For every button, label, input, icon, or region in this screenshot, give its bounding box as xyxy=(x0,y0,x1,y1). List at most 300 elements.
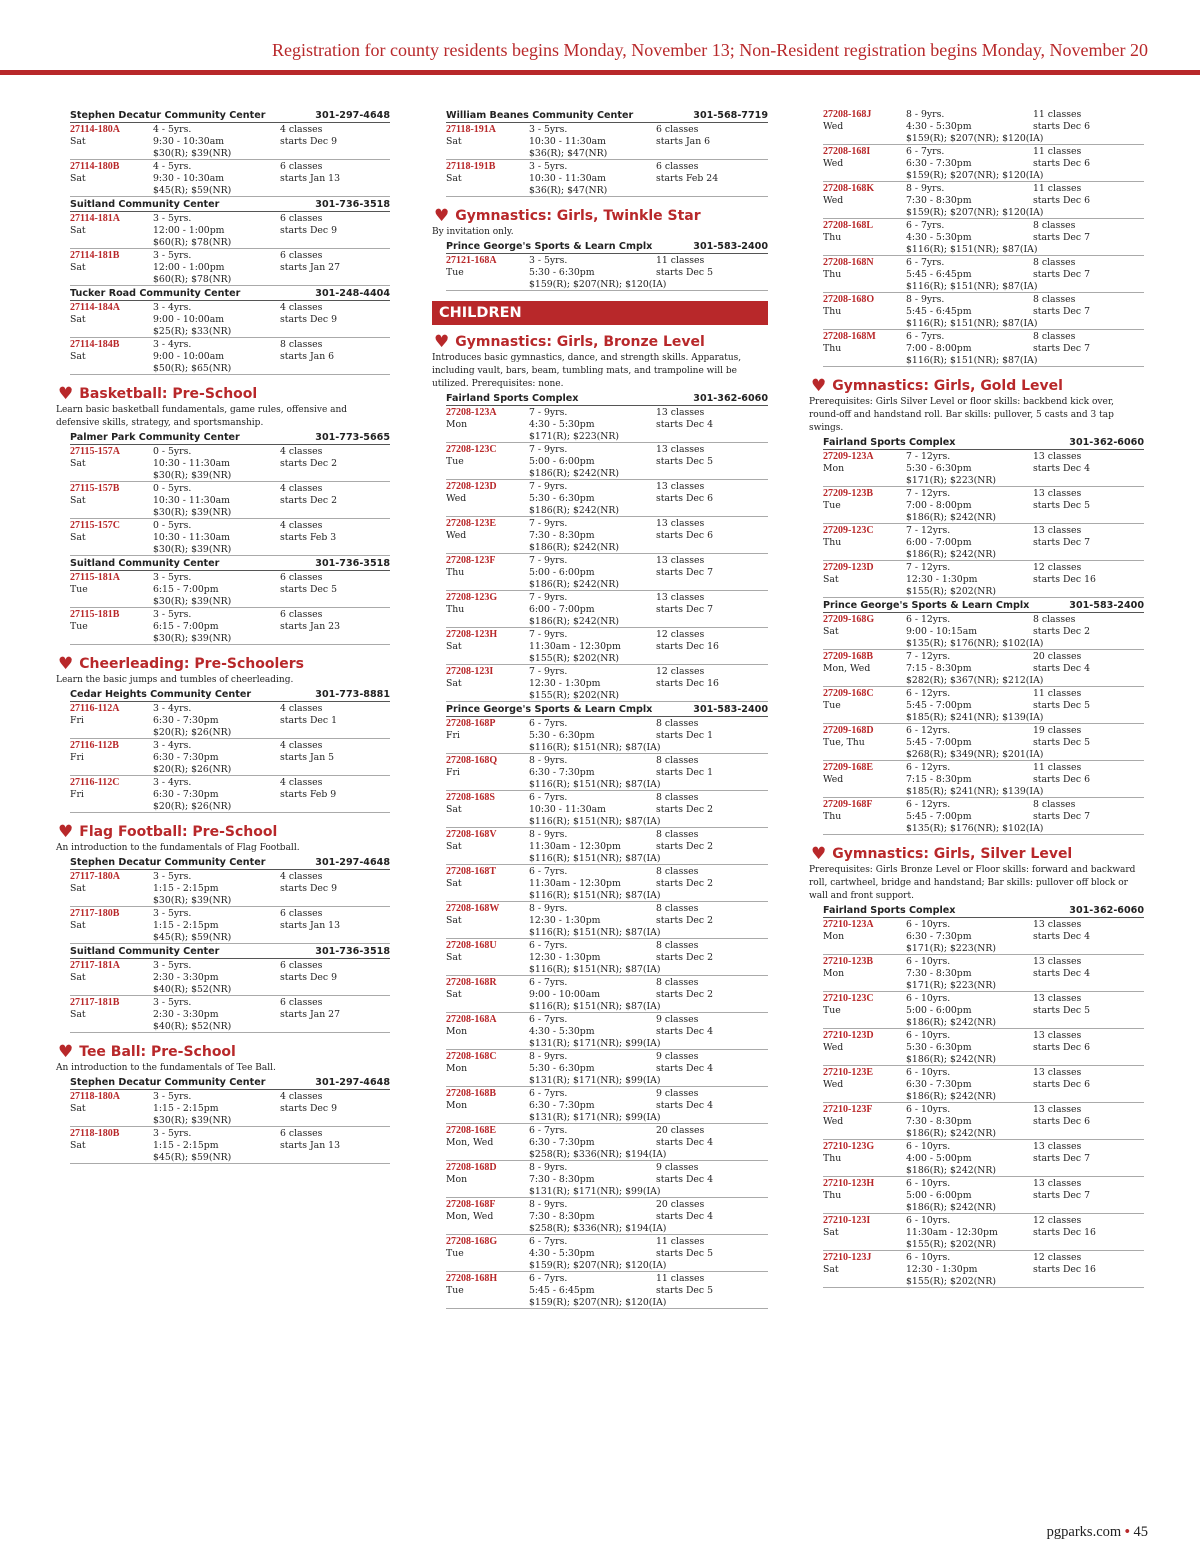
class-day: Sat xyxy=(70,1140,86,1151)
class-day: Thu xyxy=(823,811,842,822)
class-day: Thu xyxy=(823,537,842,548)
class-row xyxy=(70,212,390,249)
age-range: 6 - 7yrs. xyxy=(906,146,945,157)
section-title xyxy=(56,655,390,673)
class-count: 6 classes xyxy=(280,250,323,261)
class-day: Wed xyxy=(446,493,467,504)
class-count: 4 classes xyxy=(280,520,323,531)
course-cell xyxy=(823,1104,906,1137)
location-phone: 301-773-8881 xyxy=(315,689,390,700)
course-code[interactable]: 27210-123A xyxy=(823,919,874,930)
course-code[interactable]: 27208-168U xyxy=(446,940,497,951)
course-code[interactable]: 27208-123C xyxy=(446,444,497,455)
class-day: Mon, Wed xyxy=(823,663,871,674)
age-range: 3 - 5yrs. xyxy=(153,908,192,919)
class-time: 12:00 - 1:00pm xyxy=(153,225,225,236)
class-day: Thu xyxy=(823,306,842,317)
class-time: 5:30 - 6:30pm xyxy=(529,1063,595,1074)
section-title-text: Gymnastics: Girls, Silver Level xyxy=(832,846,1073,862)
class-row xyxy=(70,301,390,338)
course-code[interactable]: 27118-180A xyxy=(70,1091,120,1102)
class-fee: $186(R); $242(NR) xyxy=(906,512,997,523)
start-date: starts Dec 5 xyxy=(1033,500,1090,511)
course-cell xyxy=(823,919,906,952)
location-phone: 301-583-2400 xyxy=(693,704,768,715)
course-cell xyxy=(446,755,529,788)
class-day: Fri xyxy=(70,789,84,800)
course-code[interactable]: 27210-123D xyxy=(823,1030,874,1041)
course-code[interactable]: 27210-123F xyxy=(823,1104,873,1115)
class-day: Tue xyxy=(446,1248,464,1259)
class-day: Mon xyxy=(823,463,845,474)
course-code[interactable]: 27117-181A xyxy=(70,960,120,971)
course-code[interactable]: 27208-123I xyxy=(446,666,494,677)
start-date: starts Dec 5 xyxy=(656,1248,713,1259)
class-count: 8 classes xyxy=(656,866,699,877)
start-date: starts Dec 5 xyxy=(1033,737,1090,748)
location-header xyxy=(823,903,1144,918)
class-fee: $30(R); $39(NR) xyxy=(153,633,232,644)
course-cell xyxy=(446,1273,529,1306)
location-phone: 301-583-2400 xyxy=(693,241,768,252)
course-code[interactable]: 27208-168A xyxy=(446,1014,497,1025)
session-cell xyxy=(280,520,390,553)
course-code[interactable]: 27116-112C xyxy=(70,777,120,788)
age-range: 6 - 10yrs. xyxy=(906,956,951,967)
class-fee: $116(R); $151(NR); $87(IA) xyxy=(906,244,1038,255)
age-range: 8 - 9yrs. xyxy=(906,294,945,305)
age-range: 3 - 5yrs. xyxy=(153,250,192,261)
course-code[interactable]: 27114-184A xyxy=(70,302,120,313)
start-date: starts Dec 6 xyxy=(1033,774,1090,785)
course-cell xyxy=(446,592,529,625)
location-phone: 301-583-2400 xyxy=(1069,600,1144,611)
course-cell xyxy=(823,1067,906,1100)
age-range: 7 - 12yrs. xyxy=(906,562,951,573)
course-code[interactable]: 27208-168J xyxy=(823,109,872,120)
class-time: 5:30 - 6:30pm xyxy=(529,493,595,504)
location-header xyxy=(446,108,768,123)
class-count: 8 classes xyxy=(1033,331,1076,342)
class-fee: $186(R); $242(NR) xyxy=(906,1202,997,1213)
course-code[interactable]: 27114-181B xyxy=(70,250,120,261)
session-cell xyxy=(1033,1215,1144,1248)
class-count: 13 classes xyxy=(656,555,705,566)
start-date: starts Jan 23 xyxy=(280,621,340,632)
class-row xyxy=(446,717,768,754)
session-cell xyxy=(656,444,768,477)
class-fee: $186(R); $242(NR) xyxy=(529,505,620,516)
class-day: Sat xyxy=(446,678,462,689)
class-day: Sat xyxy=(446,136,462,147)
class-fee: $186(R); $242(NR) xyxy=(529,616,620,627)
course-code[interactable]: 27208-123F xyxy=(446,555,496,566)
course-code[interactable]: 27209-123D xyxy=(823,562,874,573)
age-range: 6 - 12yrs. xyxy=(906,762,951,773)
class-row xyxy=(446,554,768,591)
course-code[interactable]: 27208-168G xyxy=(446,1236,498,1247)
course-code[interactable]: 27208-123E xyxy=(446,518,496,529)
section-title xyxy=(432,333,768,351)
course-code[interactable]: 27208-168B xyxy=(446,1088,496,1099)
class-day: Sat xyxy=(70,458,86,469)
class-count: 8 classes xyxy=(1033,614,1076,625)
start-date: starts Dec 4 xyxy=(656,1026,713,1037)
course-code[interactable]: 27208-168I xyxy=(823,146,871,157)
location-phone: 301-736-3518 xyxy=(315,558,390,569)
class-fee: $171(R); $223(NR) xyxy=(906,943,997,954)
class-day: Sat xyxy=(823,626,839,637)
course-code[interactable]: 27208-168M xyxy=(823,331,876,342)
class-day: Tue, Thu xyxy=(823,737,865,748)
class-count: 13 classes xyxy=(1033,1030,1082,1041)
section-title xyxy=(56,385,390,403)
session-cell xyxy=(280,871,390,904)
class-fee: $155(R); $202(NR) xyxy=(529,653,620,664)
age-range: 8 - 9yrs. xyxy=(529,755,568,766)
start-date: starts Dec 16 xyxy=(1033,1227,1096,1238)
session-cell xyxy=(1033,257,1144,290)
course-code[interactable]: 27208-168H xyxy=(446,1273,498,1284)
class-row xyxy=(70,608,390,645)
course-cell xyxy=(70,777,153,810)
session-cell xyxy=(1033,1067,1144,1100)
section-description: Learn the basic jumps and tumbles of cheerleading. xyxy=(56,675,294,685)
class-row xyxy=(446,1198,768,1235)
session-cell xyxy=(1033,762,1144,795)
age-range: 4 - 5yrs. xyxy=(153,124,192,135)
class-count: 8 classes xyxy=(1033,799,1076,810)
class-row xyxy=(823,1029,1144,1066)
course-code[interactable]: 27209-123B xyxy=(823,488,873,499)
class-count: 8 classes xyxy=(656,829,699,840)
course-cell xyxy=(70,124,153,157)
course-cell xyxy=(70,446,153,479)
class-fee: $50(R); $65(NR) xyxy=(153,363,232,374)
class-row xyxy=(823,613,1144,650)
class-row xyxy=(823,1177,1144,1214)
class-time: 4:30 - 5:30pm xyxy=(529,419,595,430)
class-row xyxy=(823,487,1144,524)
course-code[interactable]: 27117-181B xyxy=(70,997,120,1008)
start-date: starts Jan 6 xyxy=(280,351,335,362)
class-fee: $155(R); $202(NR) xyxy=(906,1276,997,1287)
course-code[interactable]: 27208-168Q xyxy=(446,755,498,766)
class-fee: $171(R); $223(NR) xyxy=(906,980,997,991)
class-time: 6:30 - 7:30pm xyxy=(529,1100,595,1111)
class-time: 9:00 - 10:00am xyxy=(153,351,225,362)
course-code[interactable]: 27114-180B xyxy=(70,161,120,172)
session-cell xyxy=(656,1199,768,1232)
class-day: Tue xyxy=(446,1285,464,1296)
start-date: starts Dec 9 xyxy=(280,883,337,894)
class-time: 10:30 - 11:30am xyxy=(529,804,606,815)
class-time: 5:30 - 6:30pm xyxy=(906,463,972,474)
age-range: 6 - 7yrs. xyxy=(906,220,945,231)
course-code[interactable]: 27209-168B xyxy=(823,651,873,662)
session-cell xyxy=(280,250,390,283)
session-cell xyxy=(656,1273,768,1306)
class-day: Sat xyxy=(70,532,86,543)
class-row xyxy=(823,687,1144,724)
course-code[interactable]: 27116-112A xyxy=(70,703,120,714)
session-cell xyxy=(1033,614,1144,647)
course-code[interactable]: 27115-157B xyxy=(70,483,120,494)
course-code[interactable]: 27208-168W xyxy=(446,903,500,914)
location-header xyxy=(446,391,768,406)
course-code[interactable]: 27210-123I xyxy=(823,1215,871,1226)
column-right xyxy=(809,108,1144,1298)
class-row xyxy=(823,219,1144,256)
session-cell xyxy=(280,703,390,736)
age-range: 3 - 5yrs. xyxy=(153,871,192,882)
course-code[interactable]: 27210-123B xyxy=(823,956,873,967)
class-row xyxy=(446,902,768,939)
class-fee: $282(R); $367(NR); $212(IA) xyxy=(906,675,1044,686)
course-code[interactable]: 27117-180B xyxy=(70,908,120,919)
class-count: 13 classes xyxy=(1033,1178,1082,1189)
course-code[interactable]: 27115-181B xyxy=(70,609,120,620)
course-cell xyxy=(70,302,153,335)
class-row xyxy=(823,1140,1144,1177)
class-row xyxy=(823,798,1144,835)
course-code[interactable]: 27115-157C xyxy=(70,520,120,531)
course-code[interactable]: 27210-123G xyxy=(823,1141,875,1152)
start-date: starts Dec 2 xyxy=(656,841,713,852)
class-fee: $45(R); $59(NR) xyxy=(153,932,232,943)
class-row xyxy=(446,1087,768,1124)
course-code[interactable]: 27210-123C xyxy=(823,993,874,1004)
class-count: 9 classes xyxy=(656,1051,699,1062)
class-count: 11 classes xyxy=(656,255,705,266)
class-day: Thu xyxy=(823,343,842,354)
course-code[interactable]: 27210-123E xyxy=(823,1067,873,1078)
course-code[interactable]: 27208-168R xyxy=(446,977,497,988)
course-cell xyxy=(446,161,529,194)
course-cell xyxy=(823,614,906,647)
class-count: 8 classes xyxy=(656,792,699,803)
course-cell xyxy=(823,1252,906,1285)
course-code[interactable]: 27208-168E xyxy=(446,1125,496,1136)
location-name: Prince George's Sports & Learn Cmplx xyxy=(823,600,1030,611)
course-code[interactable]: 27114-184B xyxy=(70,339,120,350)
class-count: 19 classes xyxy=(1033,725,1082,736)
location-phone: 301-362-6060 xyxy=(1069,437,1144,448)
course-code[interactable]: 27210-123H xyxy=(823,1178,875,1189)
start-date: starts Dec 7 xyxy=(1033,811,1090,822)
heart-icon: ♥ xyxy=(58,822,74,842)
course-code[interactable]: 27117-180A xyxy=(70,871,120,882)
class-row xyxy=(823,761,1144,798)
course-code[interactable]: 27208-168P xyxy=(446,718,496,729)
course-code[interactable]: 27208-123G xyxy=(446,592,498,603)
start-date: starts Dec 4 xyxy=(656,419,713,430)
course-cell xyxy=(70,997,153,1030)
class-fee: $30(R); $39(NR) xyxy=(153,470,232,481)
course-cell xyxy=(446,255,529,288)
course-code[interactable]: 27209-123A xyxy=(823,451,874,462)
start-date: starts Dec 16 xyxy=(656,678,719,689)
session-cell xyxy=(280,572,390,605)
class-count: 11 classes xyxy=(1033,109,1082,120)
session-cell xyxy=(1033,1141,1144,1174)
course-code[interactable]: 27116-112B xyxy=(70,740,119,751)
course-code[interactable]: 27208-168O xyxy=(823,294,875,305)
age-range: 8 - 9yrs. xyxy=(906,109,945,120)
course-code[interactable]: 27208-168N xyxy=(823,257,874,268)
session-cell xyxy=(656,866,768,899)
course-code[interactable]: 27208-168S xyxy=(446,792,495,803)
location-header xyxy=(70,944,390,959)
course-code[interactable]: 27208-168L xyxy=(823,220,873,231)
course-cell xyxy=(446,792,529,825)
class-time: 7:30 - 8:30pm xyxy=(906,968,972,979)
course-cell xyxy=(446,718,529,751)
course-code[interactable]: 27209-168F xyxy=(823,799,873,810)
class-time: 10:30 - 11:30am xyxy=(153,458,230,469)
course-cell xyxy=(70,960,153,993)
session-cell xyxy=(1033,331,1144,364)
course-cell xyxy=(70,609,153,642)
start-date: starts Dec 7 xyxy=(1033,269,1090,280)
session-cell xyxy=(656,718,768,751)
class-time: 9:00 - 10:00am xyxy=(153,314,225,325)
course-code[interactable]: 27115-157A xyxy=(70,446,120,457)
program-section xyxy=(56,1043,390,1164)
session-cell xyxy=(280,446,390,479)
age-range: 6 - 10yrs. xyxy=(906,1252,951,1263)
course-code[interactable]: 27121-168A xyxy=(446,255,497,266)
class-row xyxy=(823,145,1144,182)
session-cell xyxy=(1033,294,1144,327)
age-range: 3 - 5yrs. xyxy=(529,161,568,172)
class-row xyxy=(823,1214,1144,1251)
course-code[interactable]: 27118-191B xyxy=(446,161,496,172)
course-cell xyxy=(446,481,529,514)
course-code[interactable]: 27208-123H xyxy=(446,629,498,640)
course-code[interactable]: 27118-191A xyxy=(446,124,496,135)
course-cell xyxy=(823,109,906,142)
class-fee: $159(R); $207(NR); $120(IA) xyxy=(906,170,1044,181)
age-range: 6 - 10yrs. xyxy=(906,919,951,930)
heart-icon: ♥ xyxy=(58,384,74,404)
location-header xyxy=(823,598,1144,613)
class-time: 6:30 - 7:30pm xyxy=(529,1137,595,1148)
course-code[interactable]: 27115-181A xyxy=(70,572,120,583)
class-day: Thu xyxy=(446,567,465,578)
class-time: 5:00 - 6:00pm xyxy=(529,567,595,578)
class-count: 12 classes xyxy=(1033,1252,1082,1263)
course-cell xyxy=(823,525,906,558)
class-day: Mon xyxy=(823,931,845,942)
class-time: 9:30 - 10:30am xyxy=(153,173,225,184)
location-phone: 301-362-6060 xyxy=(693,393,768,404)
class-time: 1:15 - 2:15pm xyxy=(153,883,219,894)
class-fee: $185(R); $241(NR); $139(IA) xyxy=(906,712,1044,723)
heart-icon: ♥ xyxy=(811,844,827,864)
class-fee: $30(R); $39(NR) xyxy=(153,544,232,555)
course-cell xyxy=(446,1051,529,1084)
course-code[interactable]: 27208-168K xyxy=(823,183,875,194)
session-cell xyxy=(1033,1030,1144,1063)
class-row xyxy=(823,1066,1144,1103)
course-code[interactable]: 27209-123C xyxy=(823,525,874,536)
course-code[interactable]: 27210-123J xyxy=(823,1252,872,1263)
class-count: 11 classes xyxy=(656,1273,705,1284)
course-code[interactable]: 27208-168F xyxy=(446,1199,496,1210)
class-day: Sat xyxy=(823,574,839,585)
course-code[interactable]: 27208-168T xyxy=(446,866,496,877)
course-code[interactable]: 27208-168V xyxy=(446,829,497,840)
session-cell xyxy=(1033,109,1144,142)
section-title xyxy=(809,845,1144,863)
class-time: 5:45 - 6:45pm xyxy=(906,306,972,317)
class-row xyxy=(70,519,390,556)
page-footer xyxy=(1047,1524,1148,1541)
class-time: 7:15 - 8:30pm xyxy=(906,774,972,785)
class-fee: $159(R); $207(NR); $120(IA) xyxy=(529,1297,667,1308)
course-code[interactable]: 27118-180B xyxy=(70,1128,120,1139)
course-code[interactable]: 27209-168D xyxy=(823,725,874,736)
category-banner: CHILDREN xyxy=(432,301,768,325)
course-code[interactable]: 27208-168D xyxy=(446,1162,497,1173)
class-row xyxy=(446,443,768,480)
class-time: 10:30 - 11:30am xyxy=(529,136,606,147)
section-title-text: Gymnastics: Girls, Bronze Level xyxy=(455,334,705,350)
program-section xyxy=(809,845,1144,1288)
class-time: 4:30 - 5:30pm xyxy=(529,1248,595,1259)
course-code[interactable]: 27209-168C xyxy=(823,688,874,699)
course-code[interactable]: 27208-123D xyxy=(446,481,497,492)
class-day: Wed xyxy=(823,121,844,132)
session-cell xyxy=(656,940,768,973)
course-code[interactable]: 27209-168G xyxy=(823,614,875,625)
class-fee: $116(R); $151(NR); $87(IA) xyxy=(529,890,661,901)
location-phone: 301-297-4648 xyxy=(315,857,390,868)
course-code[interactable]: 27114-180A xyxy=(70,124,120,135)
class-day: Sat xyxy=(70,314,86,325)
course-code[interactable]: 27208-168C xyxy=(446,1051,497,1062)
start-date: starts Dec 2 xyxy=(656,804,713,815)
course-code[interactable]: 27114-181A xyxy=(70,213,120,224)
class-fee: $116(R); $151(NR); $87(IA) xyxy=(906,318,1038,329)
location-name: Cedar Heights Community Center xyxy=(70,689,252,700)
class-fee: $135(R); $176(NR); $102(IA) xyxy=(906,638,1044,649)
class-time: 5:45 - 7:00pm xyxy=(906,737,972,748)
age-range: 7 - 12yrs. xyxy=(906,651,951,662)
course-code[interactable]: 27208-123A xyxy=(446,407,497,418)
class-row xyxy=(446,160,768,197)
class-fee: $60(R); $78(NR) xyxy=(153,274,232,285)
column-middle xyxy=(432,108,768,1319)
start-date: starts Dec 7 xyxy=(1033,1190,1090,1201)
age-range: 6 - 12yrs. xyxy=(906,688,951,699)
class-day: Sat xyxy=(70,495,86,506)
class-row xyxy=(446,480,768,517)
class-count: 9 classes xyxy=(656,1162,699,1173)
class-day: Sat xyxy=(446,952,462,963)
class-day: Sat xyxy=(70,1009,86,1020)
class-fee: $116(R); $151(NR); $87(IA) xyxy=(529,927,661,938)
class-count: 13 classes xyxy=(1033,1141,1082,1152)
class-fee: $186(R); $242(NR) xyxy=(529,468,620,479)
class-row xyxy=(823,293,1144,330)
start-date: starts Jan 27 xyxy=(280,262,340,273)
session-cell xyxy=(1033,146,1144,179)
course-code[interactable]: 27209-168E xyxy=(823,762,873,773)
start-date: starts Dec 5 xyxy=(280,584,337,595)
session-cell xyxy=(280,1128,390,1161)
